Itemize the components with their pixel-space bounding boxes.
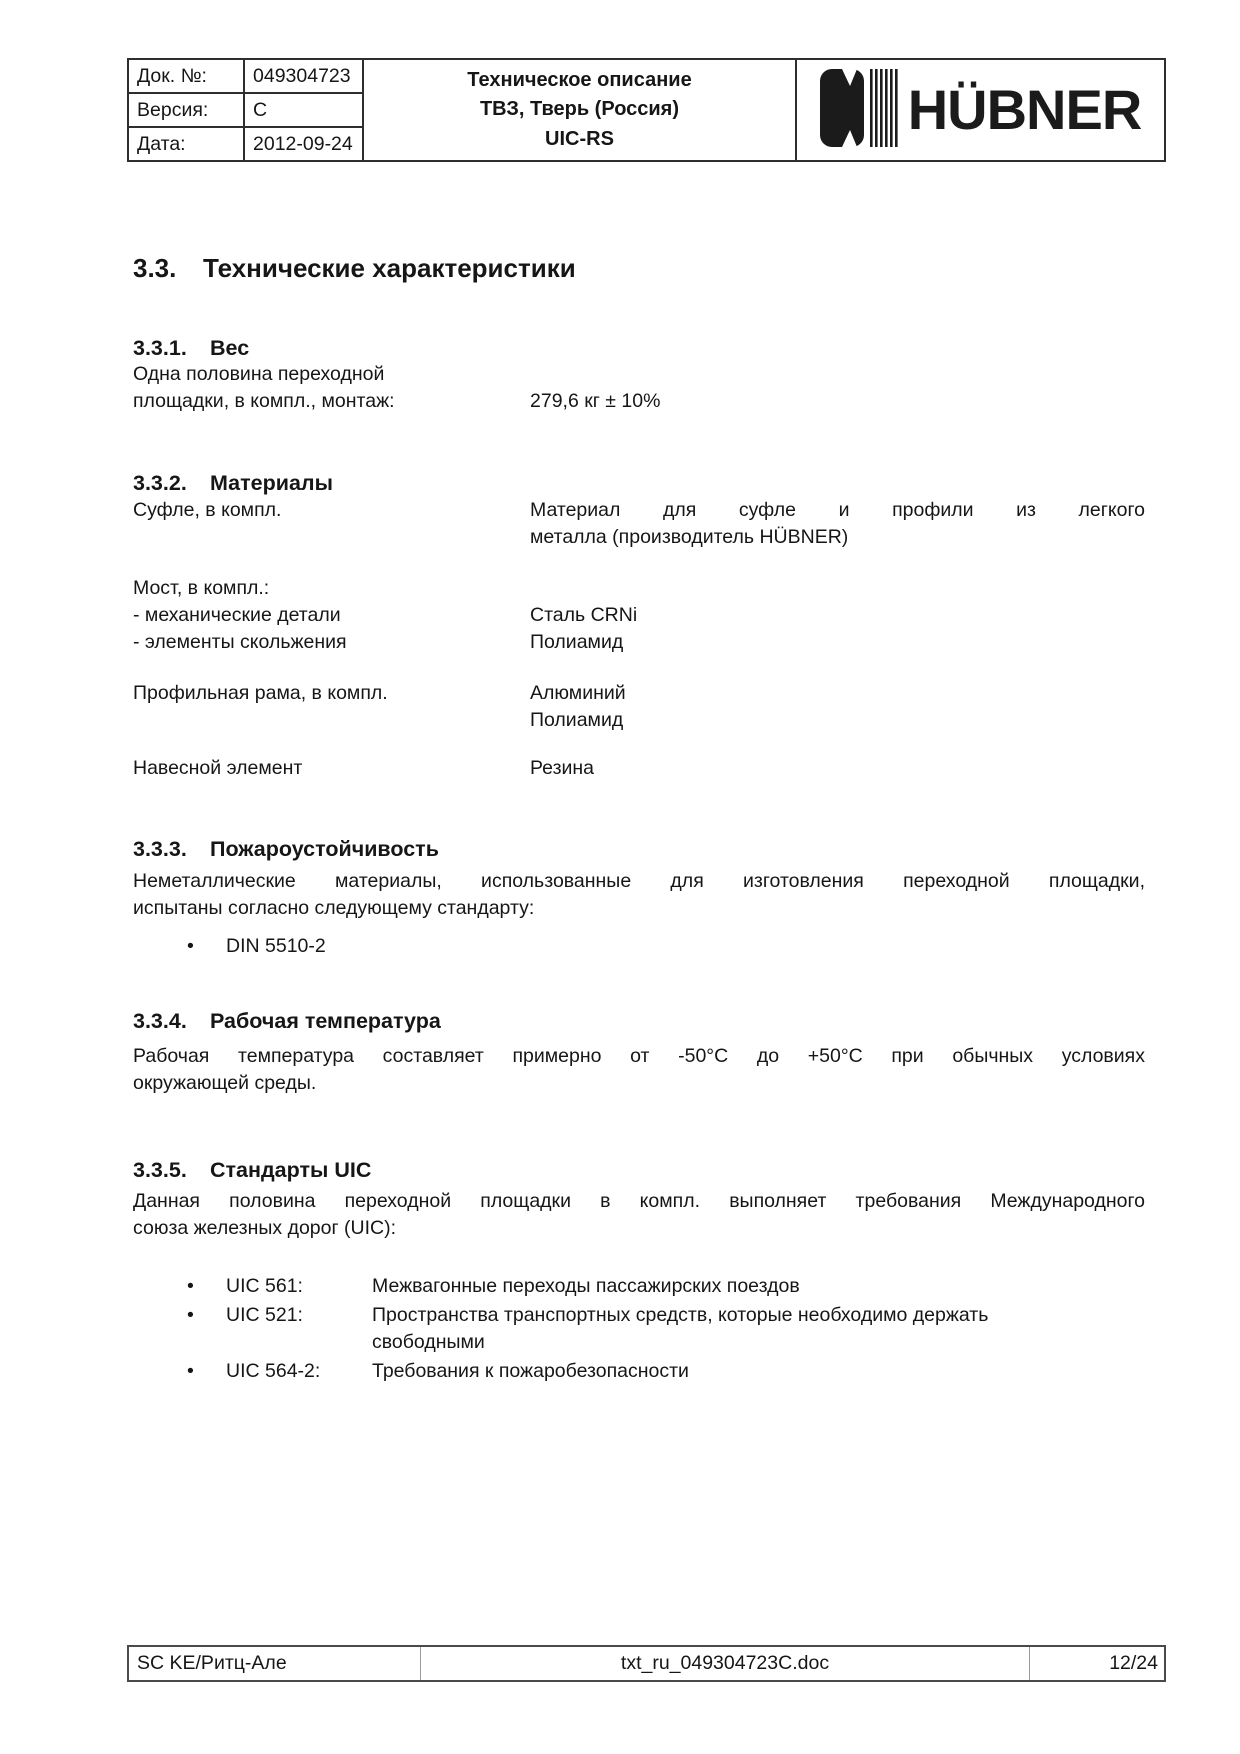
frame-value-line2: Полиамид [530,709,624,731]
doc-number-row [129,60,362,94]
subsection-heading-3-3-3 [133,836,1145,862]
bridge-label: Мост, в компл.: [133,577,270,599]
hubner-logo-text: HÜBNER [907,78,1142,141]
subsection-heading-3-3-2 [133,470,1145,496]
mounted-value: Резина [530,757,595,779]
subsection-heading-3-3-1 [133,335,1145,361]
list-item-uic-564-2 [133,1358,1145,1385]
uic-564-2-description: Требования к пожаробезопасности [372,1360,689,1382]
bridge-row2-label: - элементы скольжения [133,631,347,653]
footer-table [127,1645,1166,1682]
uic-standards-list [133,1273,1145,1385]
list-item-uic-521 [133,1302,1145,1356]
weight-label-line2: площадки, в компл., монтаж: [133,390,395,412]
doc-number-label: Док. №: [129,60,245,92]
din-standard-list [133,933,1145,960]
version-row [129,94,362,128]
bullet-icon: • [187,1304,194,1326]
version-label: Версия: [129,94,245,126]
subsection-title: Стандарты UIC [210,1158,372,1182]
paragraph-line1: Данная половина переходной площадки в компл. выполняет требования Международного [133,1190,1145,1212]
company-logo [797,60,1164,160]
paragraph-line1: Неметаллические материалы, использованные для изготовления переходной площадки, [133,870,1145,892]
souffle-value [530,497,1145,551]
list-spacer [372,933,1145,960]
subsection-number: 3.3.2. [133,471,187,495]
subsection-number: 3.3.1. [133,336,187,360]
subsection-number: 3.3.5. [133,1158,187,1182]
subsection-number: 3.3.3. [133,837,187,861]
footer-page-number: 12/24 [1109,1652,1158,1674]
subsection-title: Рабочая температура [210,1009,441,1033]
weight-spec-value: 279,6 кг ± 10% [530,390,661,412]
document-title-line3: UIC-RS [545,127,614,150]
doc-info-table [129,60,364,160]
paragraph-line2: окружающей среды. [133,1072,317,1094]
temperature-paragraph [133,1043,1145,1097]
footer-filename: txt_ru_049304723C.doc [421,1647,1030,1680]
mounted-label: Навесной элемент [133,757,303,779]
bridge-row1-value: Сталь CRNi [530,604,638,626]
date-label: Дата: [129,128,245,160]
date-row [129,128,362,160]
uic-561-description: Межвагонные переходы пассажирских поездов [372,1275,800,1297]
uic-564-2-label: UIC 564-2: [226,1360,321,1382]
weight-spec-row [133,361,1145,415]
subsection-title: Пожароустойчивость [210,837,439,861]
din-standard-text: DIN 5510-2 [226,935,326,957]
uic-521-label: UIC 521: [226,1304,303,1326]
paragraph-line2: союза железных дорог (UIC): [133,1217,397,1239]
bridge-spacer [530,575,1145,602]
paragraph-line1: Рабочая температура составляет примерно от -50°C до +50°C при обычных условиях [133,1045,1145,1067]
bullet-icon: • [187,1275,194,1297]
doc-number-value: 049304723 [253,64,351,87]
paragraph-line2: испытаны согласно следующему стандарту: [133,897,535,919]
page-content [133,253,1145,1387]
weight-label-line1: Одна половина переходной [133,363,385,385]
section-number: 3.3. [133,253,177,283]
frame-label: Профильная рама, в компл. [133,682,388,704]
bridge-row1-label: - механические детали [133,604,341,626]
document-title-block [364,60,797,160]
uic-521-desc-line2: свободными [372,1331,485,1353]
bridge-spec-group [133,575,1145,656]
header-table [127,58,1166,162]
souffle-spec-row [133,497,1145,551]
frame-spec-row [133,680,1145,734]
subsection-heading-3-3-5 [133,1157,1145,1183]
subsection-heading-3-3-4 [133,1008,1145,1034]
frame-value-line1: Алюминий [530,682,626,704]
subsection-title: Вес [210,336,250,360]
bullet-icon: • [187,1360,194,1382]
souffle-label: Суфле, в компл. [133,499,282,521]
subsection-number: 3.3.4. [133,1009,187,1033]
bridge-row2-value: Полиамид [530,631,624,653]
frame-values [530,680,1145,734]
document-title-line1: Техническое описание [467,69,692,92]
hubner-bellows-icon [820,69,902,152]
souffle-value-line1: Материал для суфле и профили из легкого [530,499,1145,521]
weight-spec-label [133,361,530,415]
bullet-icon: • [187,935,194,957]
uic-521-description [372,1302,1145,1356]
list-item-uic-561 [133,1273,1145,1300]
fire-resistance-paragraph [133,868,1145,922]
souffle-value-line2: металла (производитель HÜBNER) [530,526,849,548]
section-heading-3-3 [133,253,1145,283]
date-value: 2012-09-24 [253,132,353,155]
mounted-spec-row [133,755,1145,782]
version-value: C [253,98,268,121]
uic-paragraph [133,1188,1145,1242]
document-title-line2: ТВЗ, Тверь (Россия) [479,98,680,121]
uic-521-desc-line1: Пространства транспортных средств, которые необходимо держать [372,1304,989,1326]
list-item [133,933,1145,960]
uic-561-label: UIC 561: [226,1275,303,1297]
footer-author: SC KE/Ритц-Але [129,1647,421,1680]
section-title: Технические характеристики [203,253,576,283]
subsection-title: Материалы [210,471,333,495]
